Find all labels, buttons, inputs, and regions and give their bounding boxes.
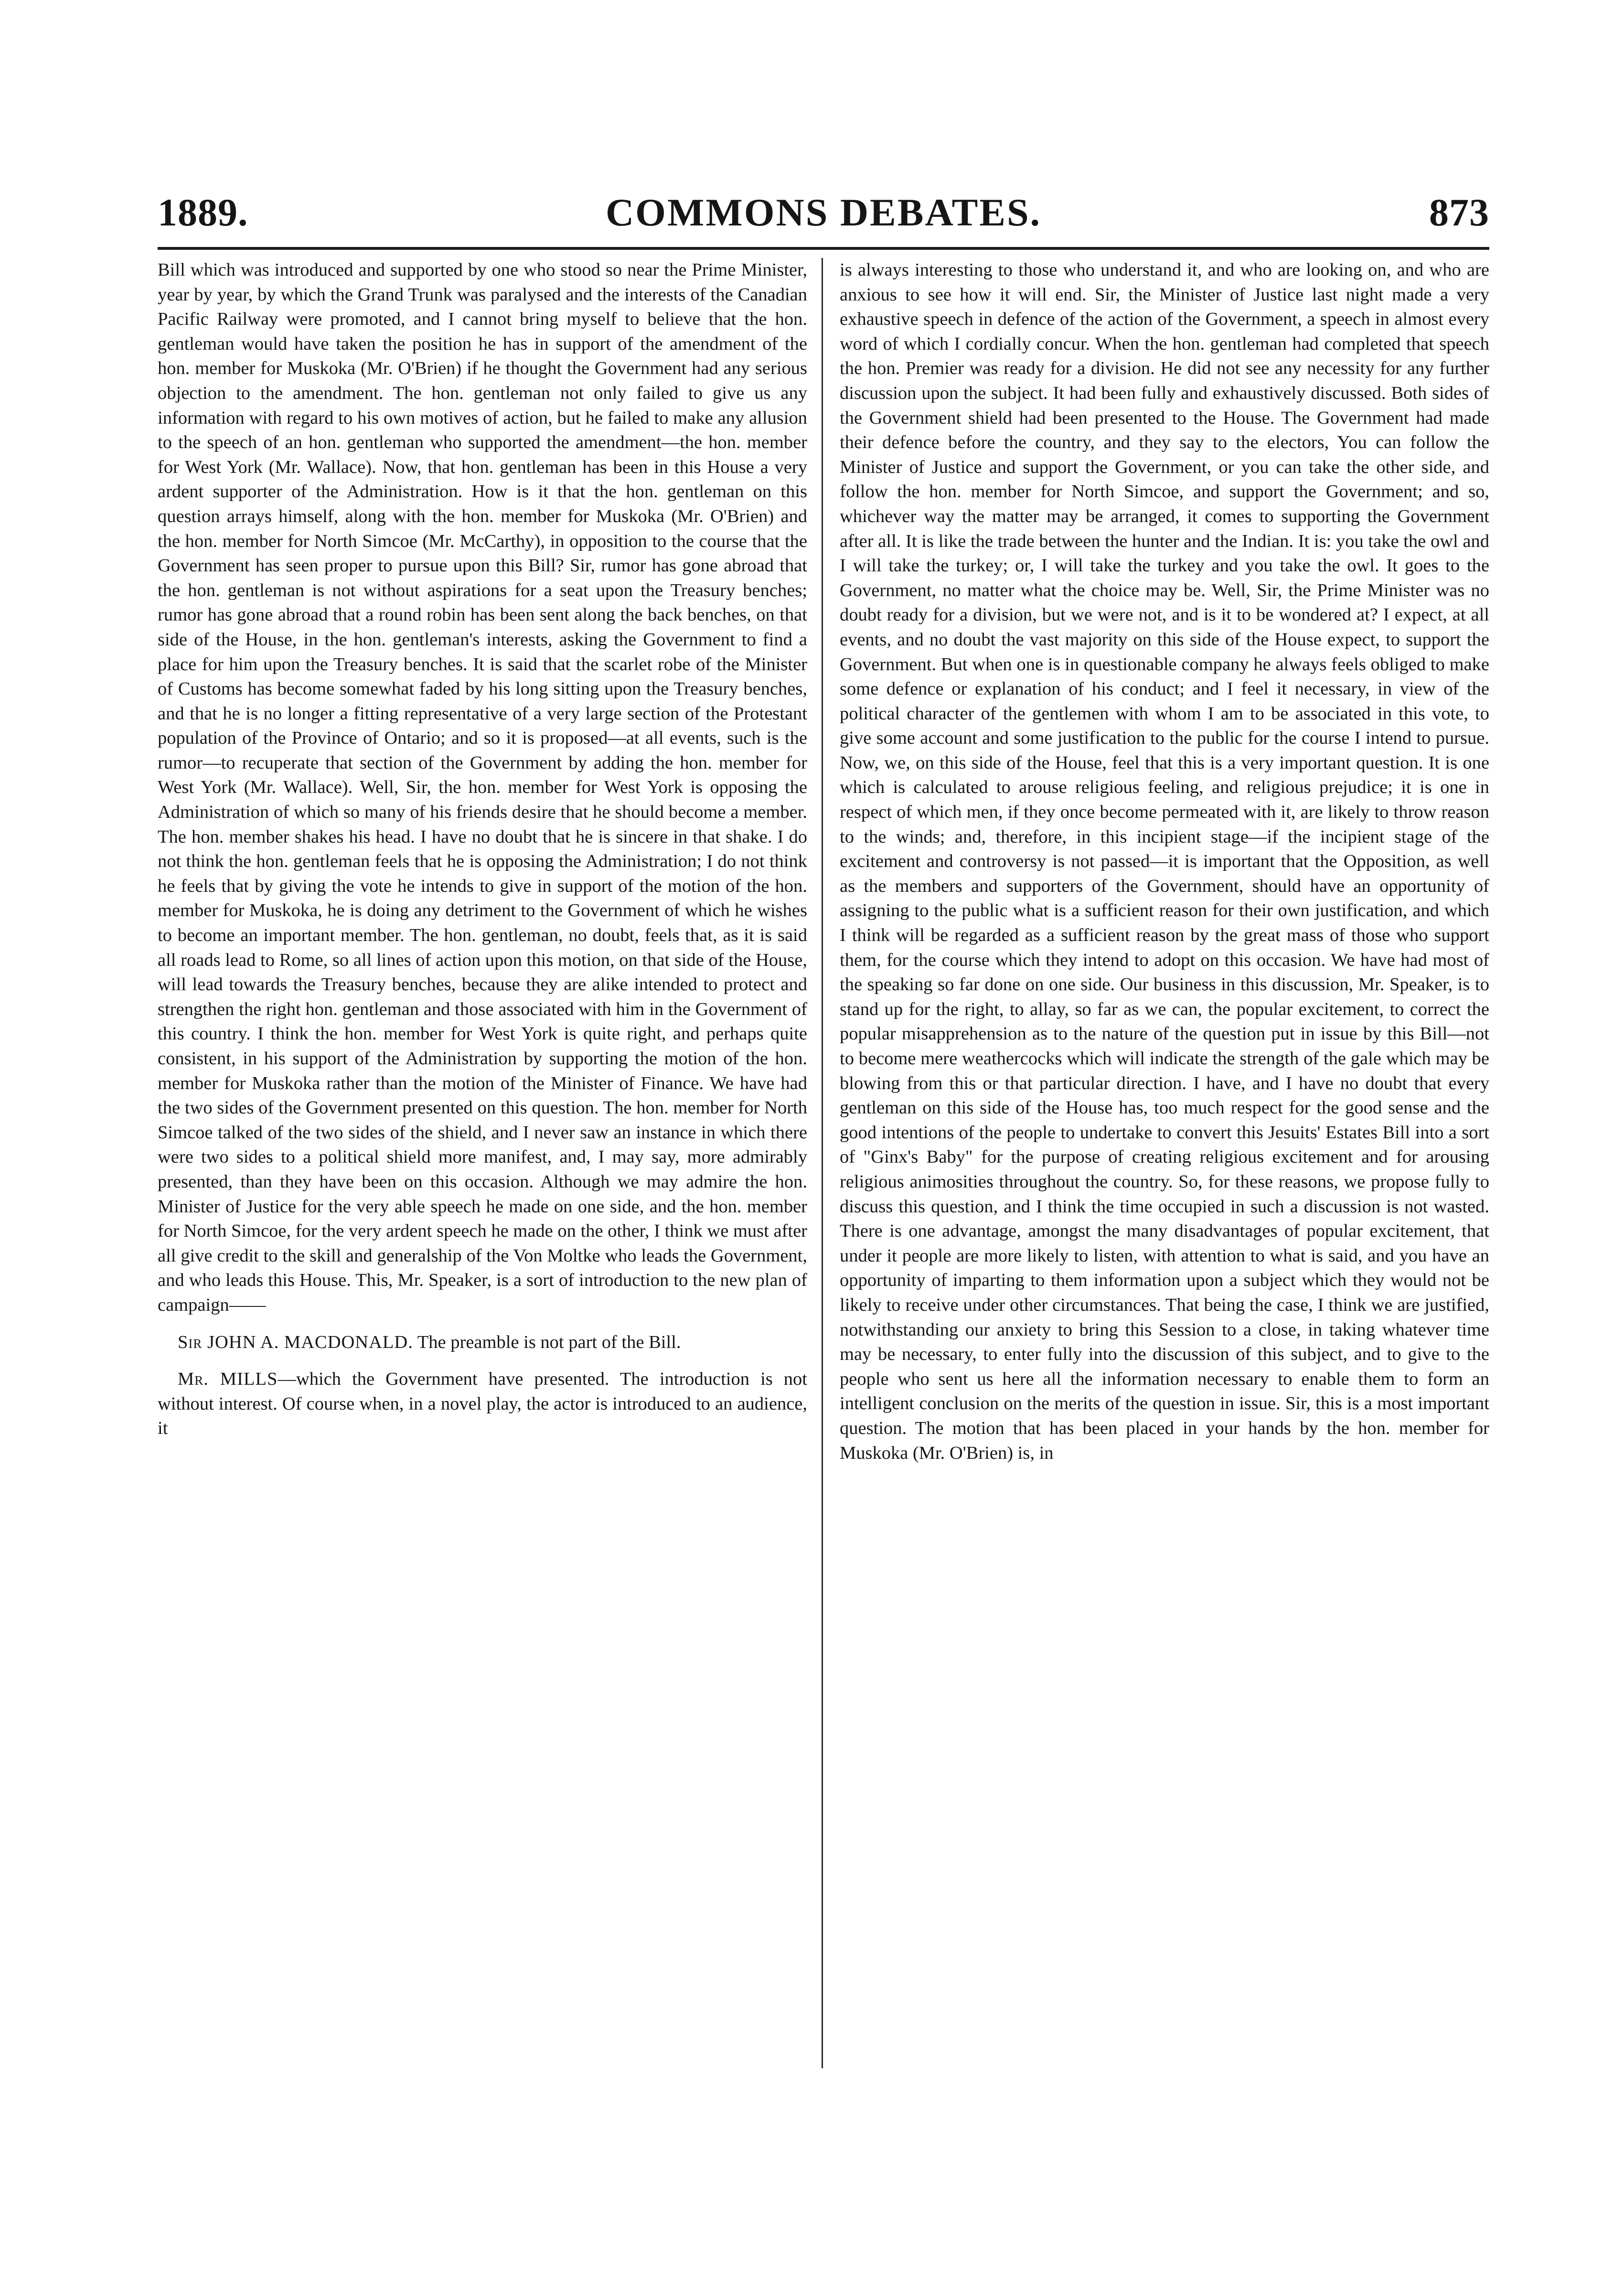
mills-remark: —which the Government have presented. The introduction is not without interest. Of course when, in a novel play, the actor is introduced to an audience, it	[158, 1369, 807, 1439]
left-paragraph-3	[158, 1367, 807, 1441]
page-header	[158, 189, 1489, 236]
left-paragraph-1: Bill which was introduced and supported by one who stood so near the Prime Minister, year by year, by which the Grand Trunk was paralysed and the interests of the Canadian Pacific Railway were promoted, and I cannot bring myself to believe that the hon. gentleman would have taken the position he has in support of the amendment of the hon. member for Muskoka (Mr. O'Brien) if he thought the Government had any serious objection to the amendment. The hon. gentleman not only failed to give us any information with regard to his own motives of action, but he failed to make any allusion to the speech of an hon. gentleman who supported the amendment—the hon. member for West York (Mr. Wallace). Now, that hon. gentleman has been in this House a very ardent supporter of the Administration. How is it that the hon. gentleman on this question arrays himself, along with the hon. member for Muskoka (Mr. O'Brien) and the hon. member for North Simcoe (Mr. McCarthy), in opposition to the course that the Government has seen proper to pursue upon this Bill? Sir, rumor has gone abroad that the hon. gentleman is not without aspirations for a seat upon the Treasury benches; rumor has gone abroad that a round robin has been sent along the back benches, on that side of the House, in the hon. gentleman's interests, asking the Government to find a place for him upon the Treasury benches. It is said that the scarlet robe of the Minister of Customs has become somewhat faded by his long sitting upon the Treasury benches, and that he is no longer a fitting representative of a very large section of the Protestant population of the Province of Ontario; and so it is proposed—at all events, such is the rumor—to recuperate that section of the Government by adding the hon. member for West York (Mr. Wallace). Well, Sir, the hon. member for West York is opposing the Administration of which so many of his friends desire that he should become a member. The hon. member shakes his head. I have no doubt that he is sincere in that shake. I do not think the hon. gentleman feels that he is opposing the Administration; I do not think he feels that by giving the vote he intends to give in support of the motion of the hon. member for Muskoka, he is doing any detriment to the Government of which he wishes to become an important member. The hon. gentleman, no doubt, feels that, as it is said all roads lead to Rome, so all lines of action upon this motion, on that side of the House, will lead towards the Treasury benches, because they are alike intended to protect and strengthen the right hon. gentleman and those associated with him in the Government of this country. I think the hon. member for West York is quite right, and perhaps quite consistent, in his support of the Administration by supporting the motion of the hon. member for Muskoka rather than the motion of the Minister of Finance. We have had the two sides of the Government presented on this question. The hon. member for North Simcoe talked of the two sides of the shield, and I never saw an instance in which there were two sides to a political shield more manifest, and, I may say, more admirably presented, than they have been on this occasion. Although we may admire the hon. Minister of Justice for the very able speech he made on one side, and the hon. member for North Simcoe, for the very ardent speech he made on the other, I think we must after all give credit to the skill and generalship of the Von Moltke who leads the Government, and who leads this House. This, Mr. Speaker, is a sort of introduction to the new plan of campaign——	[158, 260, 807, 1315]
macdonald-remark: The preamble is not part of the Bill.	[413, 1332, 681, 1352]
left-paragraph-2	[158, 1330, 807, 1355]
speaker-mills: Mr. MILLS	[178, 1369, 278, 1390]
header-title: COMMONS DEBATES.	[605, 191, 1042, 234]
header-year: 1889.	[158, 191, 248, 234]
header-page-number: 873	[1429, 191, 1489, 234]
header-rule	[158, 247, 1489, 250]
column-divider	[822, 258, 823, 2068]
left-column	[158, 258, 807, 2068]
right-column	[840, 258, 1489, 2068]
speaker-macdonald: Sir JOHN A. MACDONALD.	[178, 1332, 413, 1352]
right-paragraph-1: is always interesting to those who understand it, and who are looking on, and who are anxious to see how it will end. Sir, the Minister of Justice last night made a very exhaustive speech in defence of the action of the Government, a speech in almost every word of which I cordially concur. When the hon. gentleman had completed that speech the hon. Premier was ready for a division. He did not see any necessity for any further discussion upon the subject. It had been fully and exhaustively discussed. Both sides of the Government shield had been presented to the House. The Government had made their defence before the country, and they say to the electors, You can follow the Minister of Justice and support the Government, or you can take the other side, and follow the hon. member for North Simcoe, and support the Government; and so, whichever way the matter may be arranged, it comes to supporting the Government after all. It is like the trade between the hunter and the Indian. It is: you take the owl and I will take the turkey; or, I will take the turkey and you take the owl. It goes to the Government, no matter what the choice may be. Well, Sir, the Prime Minister was no doubt ready for a division, but we were not, and is it to be wondered at? I expect, at all events, and no doubt the vast majority on this side of the House expect, to support the Government. But when one is in questionable company he always feels obliged to make some defence or explanation of his conduct; and I feel it necessary, in view of the political character of the gentlemen with whom I am to be associated in this vote, to give some account and some justification to the public for the course I intend to pursue. Now, we, on this side of the House, feel that this is a very important question. It is one which is calculated to arouse religious feeling, and religious prejudice; it is one in respect of which men, if they once become permeated with it, are likely to throw reason to the winds; and, therefore, in this incipient stage—if the incipient stage of the excitement and controversy is not passed—it is important that the Opposition, as well as the members and supporters of the Government, should have an opportunity of assigning to the public what is a sufficient reason for their own justification, and which I think will be regarded as a sufficient reason by the great mass of those who support them, for the course which they intend to adopt on this occasion. We have had most of the speaking so far done on one side. Our business in this discussion, Mr. Speaker, is to stand up for the right, to allay, so far as we can, the popular excitement, to correct the popular misapprehension as to the nature of the question put in issue by this Bill—not to become mere weathercocks which will indicate the strength of the gale which may be blowing from this or that particular direction. I have, and I have no doubt that every gentleman on this side of the House has, too much respect for the good sense and the good intentions of the people to undertake to convert this Jesuits' Estates Bill into a sort of "Ginx's Baby" for the purpose of creating religious excitement and for arousing religious animosities throughout the country. So, for these reasons, we propose fully to discuss this question, and I think the time occupied in such a discussion is not wasted. There is one advantage, amongst the many disadvantages of popular excitement, that under it people are more likely to listen, with attention to what is said, and you have an opportunity of imparting to them information upon a subject which they would not be likely to receive under other circumstances. That being the case, I think we are justified, notwithstanding our anxiety to bring this Session to a close, in taking whatever time may be necessary, to enter fully into the discussion of this subject, and to give to the people who sent us here all the information necessary to enable them to form an intelligent conclusion on the merits of the question in issue. Sir, this is a most important question. The motion that has been placed in your hands by the hon. member for Muskoka (Mr. O'Brien) is, in	[840, 260, 1489, 1463]
